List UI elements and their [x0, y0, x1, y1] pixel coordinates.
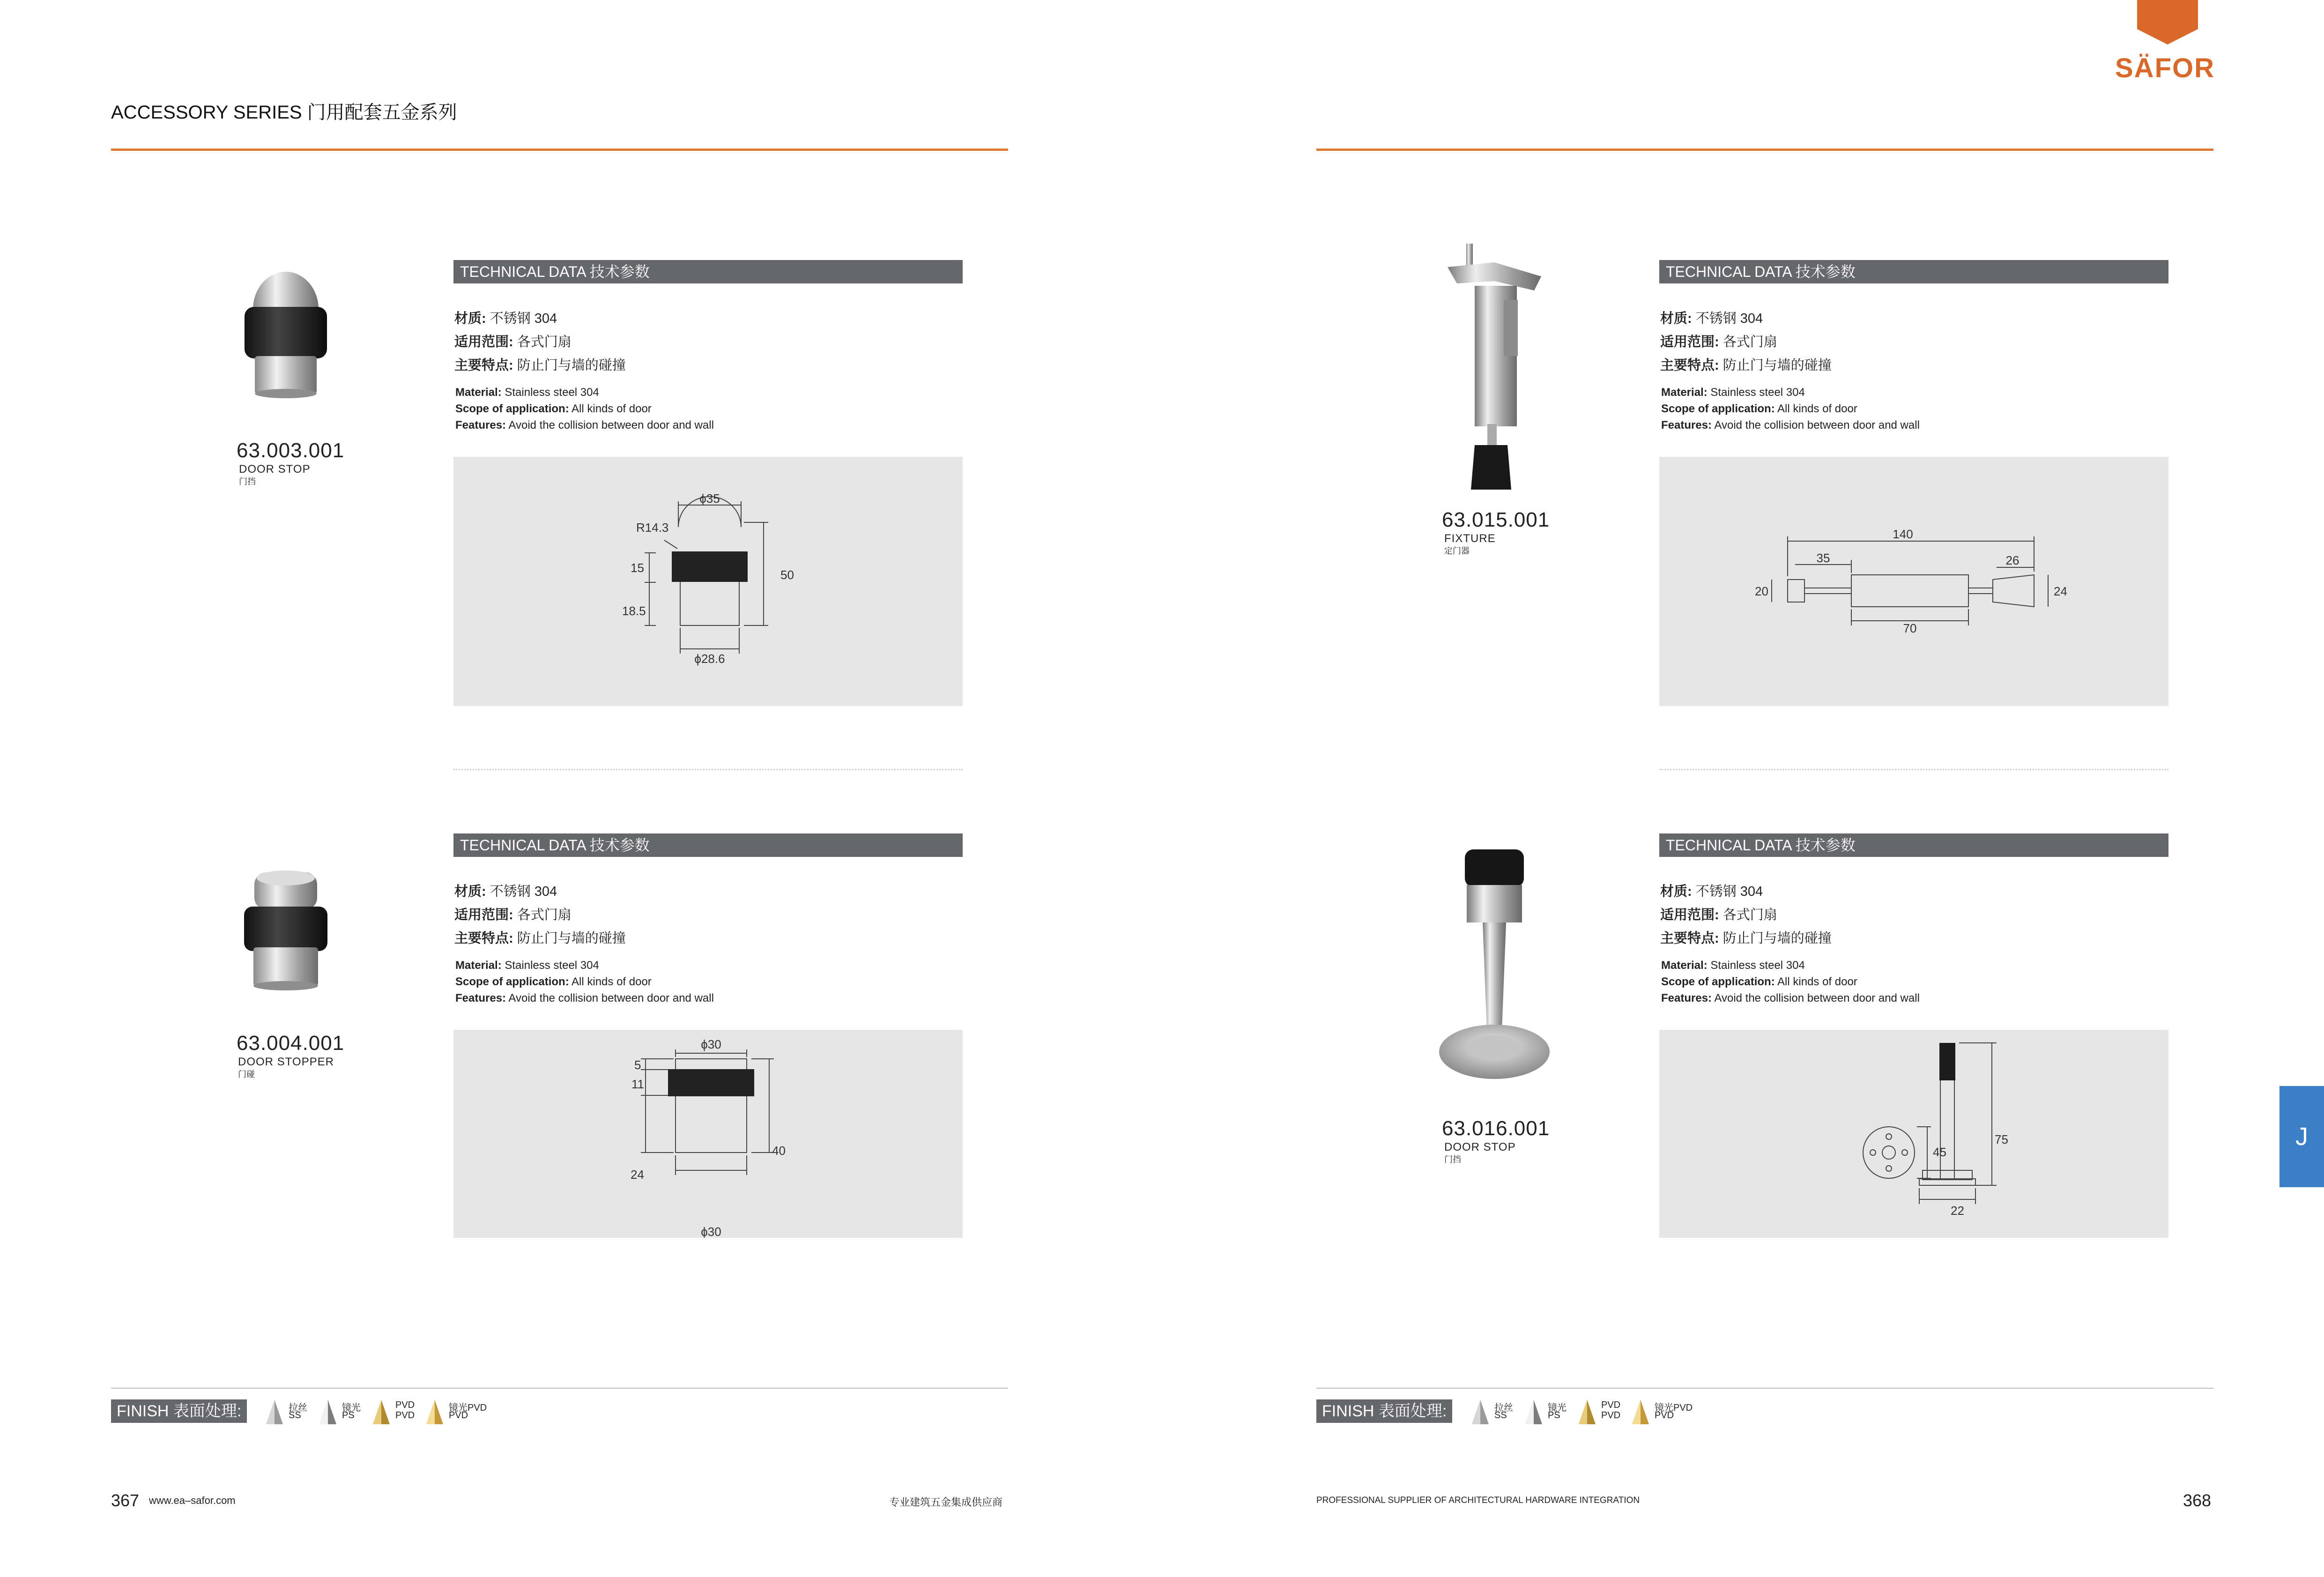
technical-data-header: TECHNICAL DATA 技术参数 — [453, 260, 963, 283]
spec-scope-en: Scope of application: All kinds of door — [455, 402, 652, 415]
section-divider — [453, 769, 963, 770]
spec-scope-en: Scope of application: All kinds of door — [1661, 975, 1857, 988]
dimension-diagram — [1659, 457, 2168, 706]
spec-features-en: Features: Avoid the collision between door and wall — [1661, 419, 1920, 431]
section-tab-j[interactable]: J — [2279, 1086, 2324, 1187]
finish-label: FINISH 表面处理: — [111, 1399, 247, 1423]
product-name-cn: 门碰 — [238, 1070, 255, 1079]
spec-features-cn: 主要特点: 防止门与墙的碰撞 — [454, 931, 626, 946]
fixture-photo-icon — [1438, 239, 1546, 494]
cone-swatch-icon — [372, 1399, 391, 1425]
dim-h-right: 24 — [2054, 584, 2067, 598]
dim-h-left: 20 — [1755, 584, 1768, 598]
spec-material-en: Material: Stainless steel 304 — [1661, 386, 1805, 399]
spec-features-en: Features: Avoid the collision between door and wall — [455, 419, 714, 431]
header-rule-right — [1316, 149, 2213, 151]
finish-rule-right — [1316, 1388, 2213, 1389]
page-number-left: 367 — [111, 1491, 140, 1510]
dim-foot: 22 — [1951, 1204, 1964, 1218]
dim-h-total: 40 — [772, 1144, 786, 1158]
series-title: ACCESSORY SERIES 门用配套五金系列 — [111, 102, 457, 123]
door-stopper-photo-icon — [237, 867, 335, 993]
spec-material-cn: 材质: 不锈钢 304 — [454, 311, 557, 326]
spec-scope-en: Scope of application: All kinds of door — [455, 975, 652, 988]
cone-swatch-icon — [1631, 1399, 1650, 1425]
dim-base-d: 45 — [1933, 1145, 1946, 1159]
cone-swatch-icon — [1471, 1399, 1490, 1425]
dim-d-top: ϕ35 — [699, 491, 720, 506]
technical-data-header: TECHNICAL DATA 技术参数 — [1659, 833, 2168, 857]
dim-h-lower: 24 — [631, 1168, 644, 1182]
dimension-diagram — [453, 1030, 963, 1238]
dimension-diagram — [453, 457, 963, 706]
product-name-en: DOOR STOP — [1444, 1141, 1516, 1153]
dim-radius: R14.3 — [636, 521, 669, 535]
spec-material-cn: 材质: 不锈钢 304 — [1660, 884, 1763, 899]
dim-h-total: 50 — [780, 568, 794, 582]
dim-length: 140 — [1893, 527, 1913, 541]
dim-right: 26 — [2005, 553, 2020, 567]
spec-scope-cn: 适用范围: 各式门扇 — [1660, 908, 1777, 922]
door-stop-post-photo-icon — [1436, 846, 1553, 1085]
dim-d-bottom: ϕ30 — [701, 1225, 721, 1238]
header-rule-left — [111, 149, 1008, 151]
dim-left: 35 — [1816, 551, 1830, 565]
spec-scope-cn: 适用范围: 各式门扇 — [454, 335, 572, 350]
product-name-cn: 定门器 — [1444, 546, 1470, 556]
spec-scope-cn: 适用范围: 各式门扇 — [454, 908, 572, 922]
product-name-cn: 门挡 — [1444, 1155, 1461, 1164]
page-number-right: 368 — [2183, 1491, 2212, 1510]
spec-material-en: Material: Stainless steel 304 — [455, 959, 599, 972]
spec-material-en: Material: Stainless steel 304 — [1661, 959, 1805, 972]
spec-features-en: Features: Avoid the collision between door and wall — [455, 992, 714, 1004]
section-divider — [1659, 769, 2168, 770]
website-url[interactable]: www.ea–safor.com — [149, 1495, 236, 1506]
cone-swatch-icon — [265, 1399, 284, 1425]
technical-data-header: TECHNICAL DATA 技术参数 — [1659, 260, 2168, 283]
spec-scope-en: Scope of application: All kinds of door — [1661, 402, 1857, 415]
brand-logo: SÄFOR — [2115, 53, 2215, 83]
product-name-cn: 门挡 — [239, 477, 256, 486]
product-code: 63.004.001 — [237, 1032, 345, 1055]
spec-features-cn: 主要特点: 防止门与墙的碰撞 — [1660, 358, 1832, 373]
logo-badge-icon — [2137, 0, 2198, 45]
dim-d-bottom: ϕ28.6 — [694, 652, 725, 666]
cone-swatch-icon — [1524, 1399, 1543, 1425]
dim-h-band: 15 — [631, 561, 644, 575]
door-stop-photo-icon — [234, 265, 337, 401]
dim-h-band: 11 — [631, 1077, 644, 1091]
dim-h-lower: 18.5 — [622, 604, 646, 618]
cone-swatch-icon — [319, 1399, 337, 1425]
spec-features-en: Features: Avoid the collision between door and wall — [1661, 992, 1920, 1004]
dim-body: 70 — [1903, 621, 1917, 635]
spec-material-cn: 材质: 不锈钢 304 — [454, 884, 557, 899]
finish-label: FINISH 表面处理: — [1316, 1399, 1452, 1423]
product-name-en: DOOR STOPPER — [238, 1056, 334, 1068]
product-code: 63.016.001 — [1442, 1117, 1550, 1140]
spec-material-en: Material: Stainless steel 304 — [455, 386, 599, 399]
technical-data-header: TECHNICAL DATA 技术参数 — [453, 833, 963, 857]
spec-scope-cn: 适用范围: 各式门扇 — [1660, 335, 1777, 350]
product-name-en: FIXTURE — [1444, 532, 1496, 545]
footer-tagline-cn: 专业建筑五金集成供应商 — [889, 1496, 1003, 1508]
spec-features-cn: 主要特点: 防止门与墙的碰撞 — [1660, 931, 1832, 946]
spec-material-cn: 材质: 不锈钢 304 — [1660, 311, 1763, 326]
cone-swatch-icon — [425, 1399, 444, 1425]
footer-tagline-en: PROFESSIONAL SUPPLIER OF ARCHITECTURAL HARDWARE INTEGRATION — [1316, 1495, 1640, 1505]
finish-rule-left — [111, 1388, 1008, 1389]
cone-swatch-icon — [1578, 1399, 1596, 1425]
dim-d-top: ϕ30 — [701, 1037, 721, 1051]
dimension-diagram — [1659, 1030, 2168, 1238]
product-name-en: DOOR STOP — [239, 463, 311, 476]
dim-h-top: 5 — [634, 1058, 641, 1072]
product-code: 63.003.001 — [237, 439, 345, 462]
dim-height: 75 — [1995, 1132, 2008, 1146]
product-code: 63.015.001 — [1442, 508, 1550, 531]
spec-features-cn: 主要特点: 防止门与墙的碰撞 — [454, 358, 626, 373]
